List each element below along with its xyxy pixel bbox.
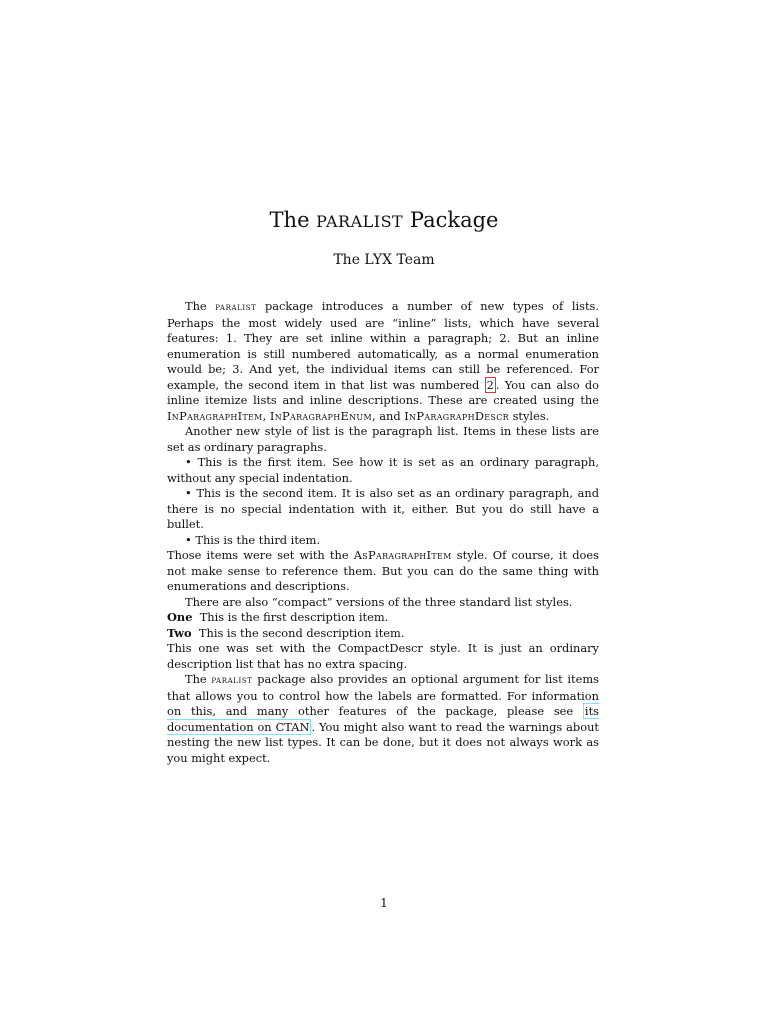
list-item xyxy=(167,486,599,533)
title-package-name: PARALIST xyxy=(316,212,404,231)
text-run: Those items were set with the xyxy=(167,548,354,562)
paragraph-intro xyxy=(167,299,599,424)
text-run: , xyxy=(262,408,270,423)
document-author: The LYX Team xyxy=(333,252,435,268)
bullet-icon: • xyxy=(185,455,192,469)
list-item xyxy=(167,533,599,549)
text-run: , and xyxy=(371,408,405,423)
title-suffix: Package xyxy=(403,208,499,232)
document-body xyxy=(167,299,599,766)
paragraph-paragraph-list: Another new style of list is the paragraph list. Items in these lists are set as ordinary paragraphs. xyxy=(167,424,599,454)
text-run: The xyxy=(185,299,216,313)
style-name: InParagraphItem xyxy=(167,408,263,423)
bullet-icon: • xyxy=(185,486,192,500)
paragraph-compact: There are also “compact” versions of the three standard list styles. xyxy=(185,594,573,609)
text-run: package introduces a number of new types of lists. Perhaps the most widely used are “inline” lists, which have several features: 1. They are set inline within a paragraph; 2. But an inline enumeration is still numbered automatically, as a normal enumeration would be; 3. And yet, the individual items can still be referenced. For example, the second item in that list was numbered xyxy=(167,299,599,392)
package-name: paralist xyxy=(211,674,253,686)
style-name: InParagraphDescr xyxy=(404,408,509,423)
paragraph-options xyxy=(167,672,599,766)
document-title xyxy=(0,206,768,236)
package-name: paralist xyxy=(215,301,257,313)
paragraph-asparagraphitem xyxy=(167,548,599,595)
text-run: . You might also want to read the warnings about nesting the new list types. It can be done, but it does not always work as you might expect. xyxy=(167,719,599,765)
ctan-documentation-link[interactable]: its documentation on CTAN xyxy=(167,704,599,734)
description-label: Two xyxy=(167,625,192,640)
list-item-text: This is the first item. See how it is set as an ordinary paragraph, without any special indentation. xyxy=(167,455,600,485)
style-name: InParagraphEnum xyxy=(269,408,372,423)
text-run: . You can also do inline itemize lists and inline descriptions. These are created using the xyxy=(167,377,599,407)
description-item xyxy=(167,610,599,626)
description-label: One xyxy=(167,610,193,624)
page-number: 1 xyxy=(380,896,388,910)
list-item-text: This is the third item. xyxy=(195,532,321,547)
text-run: The xyxy=(185,672,212,686)
list-item xyxy=(167,455,599,486)
text-run: style. Of course, it does not make sense to reference them. But you can do the same thing with enumerations and descriptions. xyxy=(167,548,599,593)
text-run: styles. xyxy=(508,408,550,423)
text-run: package also provides an optional argument for list items that allows you to control how the labels are formatted. For information on this, and many other features of the package, please see xyxy=(167,672,600,718)
list-item-text: This is the second item. It is also set as an ordinary paragraph, and there is no special indentation with it, either. But you do still have a bullet. xyxy=(167,486,599,531)
paragraph-compactdescr: This one was set with the CompactDescr style. It is just an ordinary description list that has no extra spacing. xyxy=(167,641,599,671)
description-item xyxy=(167,626,599,642)
description-text: This is the second description item. xyxy=(198,625,405,640)
bullet-icon: • xyxy=(185,532,192,547)
cross-reference-link[interactable]: 2 xyxy=(486,377,494,392)
description-text: This is the first description item. xyxy=(199,610,389,624)
style-name: AsParagraphItem xyxy=(353,548,452,562)
title-prefix: The xyxy=(269,208,317,232)
